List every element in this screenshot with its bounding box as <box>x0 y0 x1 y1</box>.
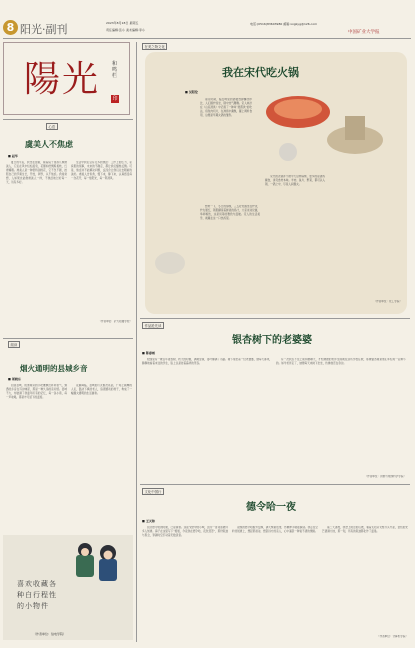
feature-bottom-title: 德令哈一夜 <box>246 502 296 513</box>
feature-bottom-author: ■ 王天帅 <box>142 519 155 523</box>
feature-top-note: （作者单位：化工学院） <box>373 300 402 303</box>
masthead-right: 中国矿业大学报 <box>348 30 380 35</box>
left-top-note: （作者单位：矿大附属学校） <box>98 320 132 323</box>
feature-middle-note: （作者单位：资源与地球科学学院） <box>364 475 406 478</box>
left-top-rule <box>3 119 133 120</box>
left-top-paragraph: 生活中我们总有太多的焦虑：工作上的压力，家庭里的琐事，未来的不确定，都让我们辗转反侧。可是，焦虑并不能解决问题，反而会让我们失去眼前的美好。虞美人告诉我，慢下来，静下来，认真感受每一次花开，每一缕阳光，每一阵清风。 <box>71 161 132 181</box>
feature-top-author-name: 吴阳伦 <box>188 90 198 94</box>
contact-line: 电话:(0516)83603980 邮箱:xxgkyg@126.com <box>250 22 318 26</box>
feature-middle-paragraph: 有一次我忍不住上前和她聊天，才知道她的老伴生前就在这所学校任教，那棵银杏树是他们年轻时一起种下的。如今老伴走了，她便每天来树下坐坐，仿佛他还在身边。 <box>276 358 406 366</box>
feature-top-text-col1 <box>200 98 252 208</box>
feature-top-author: ■ 吴阳伦 <box>185 90 198 94</box>
left-middle-author: ■ 周晓东 <box>8 377 21 381</box>
left-middle-author-name: 周晓东 <box>11 377 21 381</box>
masthead-title: 陽光 <box>24 59 101 100</box>
feature-top-title: 我在宋代吃火锅 <box>222 66 299 79</box>
feature-middle-title: 银杏树下的老婆婆 <box>232 335 312 346</box>
illustration-caption: （作者单位：信电学院） <box>33 632 67 636</box>
left-middle-text-col1 <box>6 384 67 532</box>
feature-bottom-paragraph: 夜晚的德令哈格外安静，满天繁星低垂，仿佛伸手就能摘到。我走在空旷的街道上，想起那首诗，想起远方的亲人，心中涌起一种说不清的情绪。 <box>232 526 318 534</box>
left-column-rule <box>136 42 137 642</box>
feature-top-tag-text: 在美之物文化 <box>144 45 165 49</box>
feature-bottom-text-col1 <box>142 526 228 641</box>
left-top-tag <box>46 123 58 130</box>
feature-middle-author-name: 陈春雨 <box>145 351 155 355</box>
left-top-text-col2 <box>71 161 132 319</box>
feature-middle-text-col2 <box>276 358 406 473</box>
feature-top-text-col2 <box>200 205 260 305</box>
left-middle-rule <box>3 338 133 339</box>
feature-middle-text-col1 <box>142 358 272 478</box>
left-middle-tag-text: 阅读 <box>10 343 18 347</box>
feature-middle-tag <box>142 322 164 329</box>
feature-bottom-text-col3 <box>322 526 408 634</box>
feature-bottom-author-name: 王天帅 <box>145 519 155 523</box>
feature-top-paragraph: 南宋时期，临安城里的酒楼食肆鳞次栉比，人们围炉而坐，锅中热气腾腾。宋人林洪在《山家清供》中记载了一种叫“拨霞供”的吃法，将兔肉切片，在沸汤中涮熟，蘸上调料食用，这便是早期火锅的雏形。 <box>200 98 252 118</box>
feature-bottom-tag <box>142 488 164 495</box>
left-top-title: 虞美人不焦虑 <box>25 139 73 149</box>
left-middle-title: 烟火通明的县城乡音 <box>20 364 88 373</box>
feature-bottom-note: （作者单位：计算机学院） <box>376 635 408 638</box>
masthead-seal: 印 <box>112 96 118 102</box>
page-number-badge: 8 <box>3 20 18 35</box>
editor-line: 责任编辑:张小 美术编辑:李小 <box>106 28 145 32</box>
masthead <box>3 42 130 115</box>
left-middle-tag <box>8 341 20 348</box>
feature-middle-author: ■ 陈春雨 <box>142 351 155 355</box>
section-name: 阳光·副刊 <box>20 23 68 36</box>
left-middle-paragraph: 回到县城，街道两旁的小吃摊飘出阵阵香气，熟悉的乡音在耳边响起，那是一种久违的亲切感。县城不大，却装满了我童年所有的记忆，每一条小巷，每一声吆喝，都是岁月留下的温度。 <box>6 384 67 400</box>
illustration-line-1: 喜欢收藏各 <box>17 580 57 588</box>
feature-top-text-col3 <box>265 175 325 290</box>
bottom-illustration <box>3 535 133 640</box>
feature-middle-paragraph: 校园里有一棵百年银杏树，秋天的时候，满树金黄，落叶铺满了小路。树下常坐着一位老婆婆，她每天都来，静静地看着来往的学生，脸上总是挂着慈祥的笑容。 <box>142 358 272 366</box>
illustration-line-2: 种白行程性 <box>17 591 57 599</box>
garlic-illustration-icon <box>150 245 190 275</box>
left-middle-text-col2 <box>71 384 132 532</box>
feature-bottom-rule <box>140 484 410 485</box>
header-rule <box>3 38 411 39</box>
masthead-caption: 和鸣栏 <box>112 61 118 79</box>
feature-middle-tag-text: 作品抢先读 <box>144 324 162 328</box>
left-middle-paragraph: 夜幕降临，县城的灯火渐次亮起，广场上跳舞的人们，路边下棋的老人，追逐嬉戏的孩子，构成了一幅烟火通明的生活画卷。 <box>71 384 132 396</box>
feature-middle-rule <box>140 318 410 319</box>
left-top-tag-text: 心语 <box>48 125 56 129</box>
feature-bottom-paragraph: 到达德令哈的时候，已是黄昏。这座戈壁中的小城，因为一首诗而被许多人知道。海子在这里写下“姐姐，今夜我在德令哈，夜色笼罩”，那份孤独与思念，穿越时空打动着无数读者。 <box>142 526 228 538</box>
hotpot-illustration-icon <box>260 82 400 172</box>
left-top-author: ■ 赵华 <box>8 154 18 158</box>
feature-top-paragraph: 想象一下，冬日的傍晚，三五好友围坐在炉边，炉火通红，锅里翻滚着鲜美的汤汁，大家谈诗论画，举杯畅饮，这是何等的雅致与温暖。宋人的生活美学，就藏在这一口热汤里。 <box>200 205 260 221</box>
feature-top-tag <box>142 43 167 50</box>
feature-top-paragraph: 宋代的火锅并不像今天这样麻辣，更多的是清汤涮食，讲究食材本味。羊肉、鱼片、野菜，都可以入锅，一锅之中，尽是人间烟火。 <box>265 175 325 187</box>
left-top-author-name: 赵华 <box>11 154 18 158</box>
left-top-paragraph: 夏日的午后，我坐在窗前，看着院子里那几株虞美人，它们在风中轻轻摇曳，花瓣如丝绸般柔软，红得耀眼。虞美人是一种很特别的花，它不急不躁，按照自己的节奏生长，开放，凋零，从不焦虑。我常常想，人如果也能像虞美人一样，不焦虑地过好每一天，该有多好。 <box>6 161 67 185</box>
feature-bottom-tag-text: 文化中国行 <box>144 490 162 494</box>
left-top-text-col1 <box>6 161 67 324</box>
date-line: 2023年8月18日 星期五 <box>106 21 139 25</box>
feature-bottom-paragraph: 第二天清晨，我登上附近的山坡，看着太阳从戈壁尽头升起，金色的光芒洒满大地，那一刻，所有的孤独都化作了温柔。 <box>322 526 408 534</box>
feature-bottom-text-col2 <box>232 526 318 641</box>
illustration-line-3: 的小物件 <box>17 602 49 610</box>
